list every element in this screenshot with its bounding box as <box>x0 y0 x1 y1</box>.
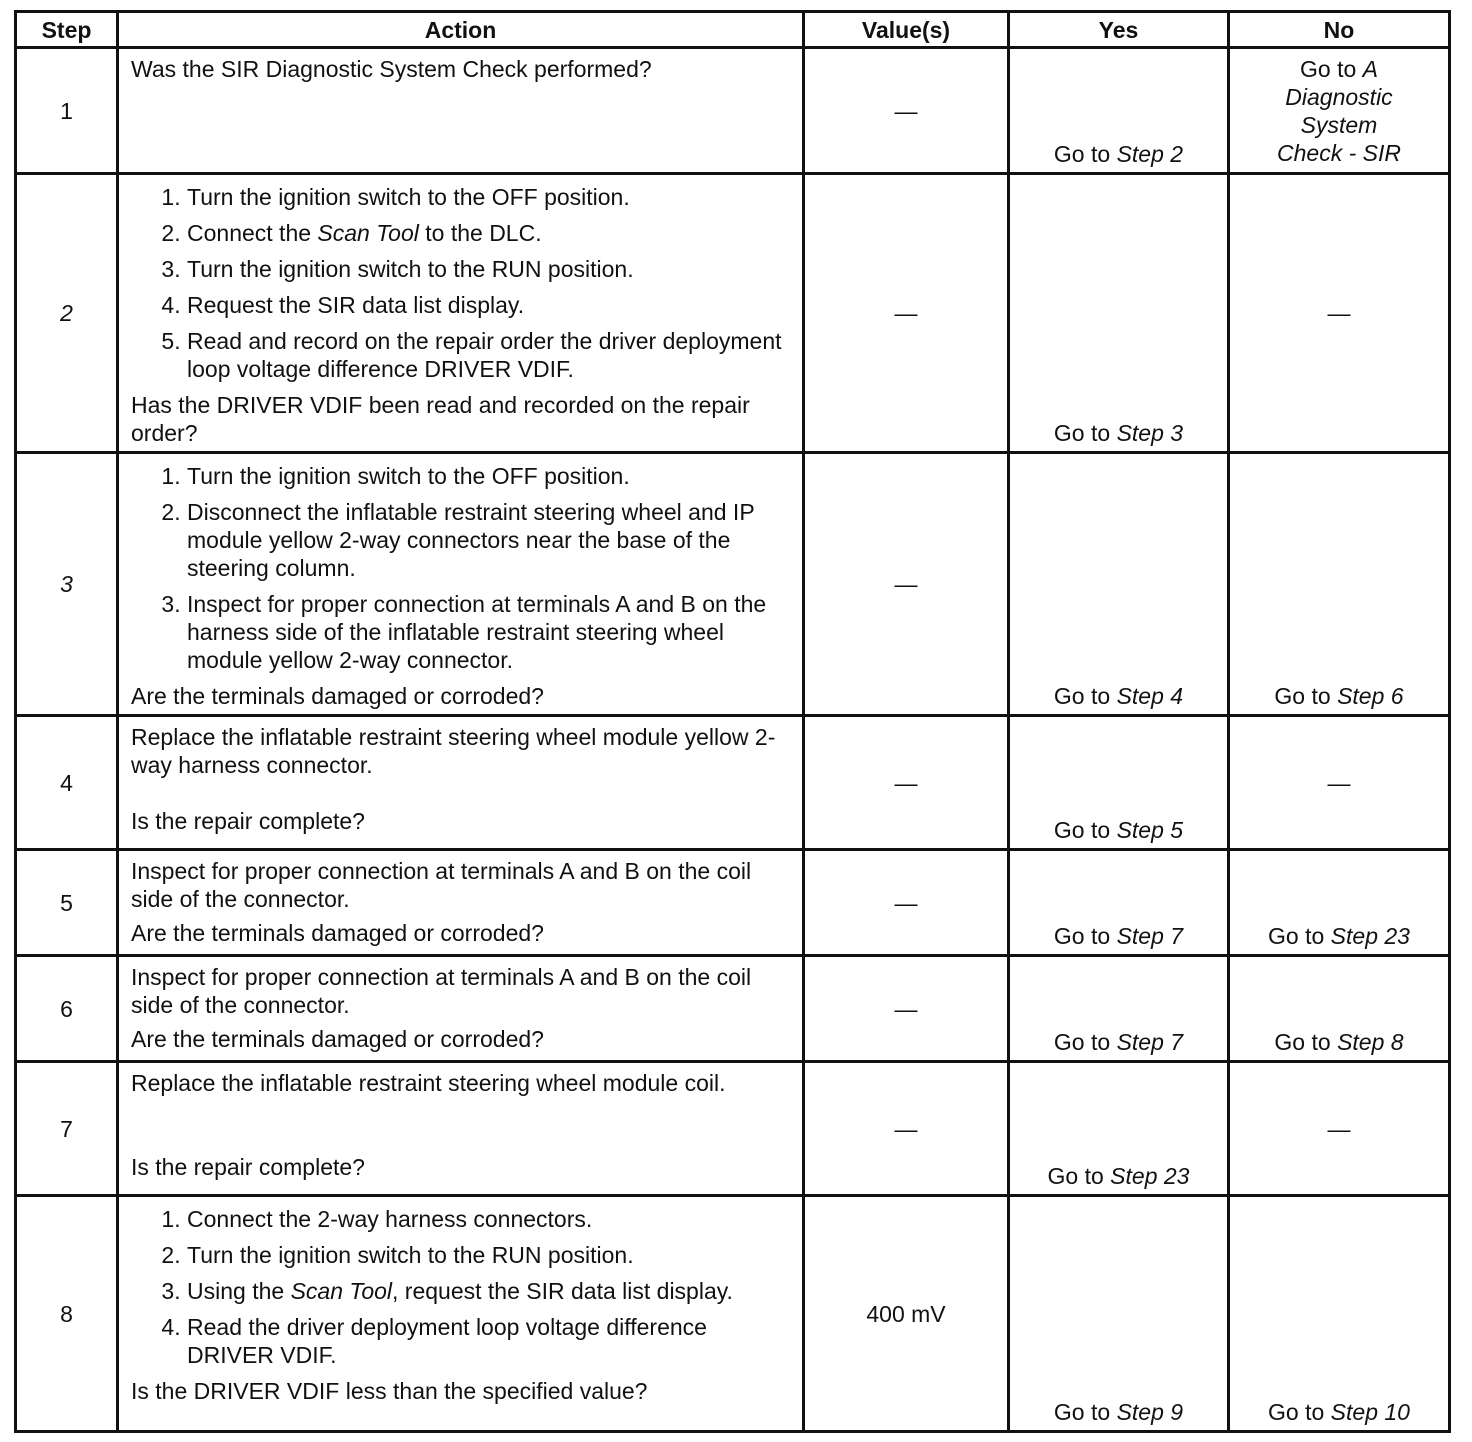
yes-cell: Go to Step 9 <box>1009 1196 1229 1432</box>
action-cell <box>118 956 804 1062</box>
yes-cell: Go to Step 7 <box>1009 956 1229 1062</box>
action-text: Replace the inflatable restraint steering wheel module yellow 2-way harness connector. <box>131 724 776 778</box>
yes-cell: Go to Step 3 <box>1009 174 1229 453</box>
action-question: Are the terminals damaged or corroded? <box>131 683 544 709</box>
step-number: 6 <box>16 956 118 1062</box>
header-action: Action <box>118 12 804 48</box>
action-question: Is the DRIVER VDIF less than the specified value? <box>131 1378 648 1404</box>
scan-tool-ref: Scan Tool <box>317 220 419 246</box>
yes-step-ref: Step 9 <box>1116 1399 1184 1425</box>
header-step: Step <box>16 12 118 48</box>
go-to-label: Go to <box>1053 141 1111 167</box>
header-yes: Yes <box>1009 12 1229 48</box>
no-step-ref: Step 6 <box>1337 683 1404 709</box>
value-cell: — <box>804 956 1009 1062</box>
action-question: Is the repair complete? <box>131 1154 365 1180</box>
action-cell <box>118 850 804 956</box>
no-cell: Go to Step 10 <box>1229 1196 1450 1432</box>
yes-step-ref: Step 23 <box>1110 1163 1190 1189</box>
no-ref-line-1: A <box>1362 56 1378 82</box>
action-item-3: 3. Inspect for proper connection at terminals A and B on the harness side of the inflatable restraint steering wheel module yellow 2-way connector. <box>187 590 792 674</box>
action-question: Has the DRIVER VDIF been read and recorded on the repair order? <box>131 392 750 446</box>
action-text: Inspect for proper connection at terminals A and B on the coil side of the connector. <box>131 858 752 912</box>
no-ref-line-2: Diagnostic <box>1285 84 1393 110</box>
yes-step-ref: Step 4 <box>1116 683 1184 709</box>
value-cell: — <box>804 850 1009 956</box>
action-item-2: 2. Turn the ignition switch to the RUN position. <box>187 1241 792 1269</box>
step-number: 5 <box>16 850 118 956</box>
step-number: 1 <box>16 48 118 174</box>
no-cell: — <box>1229 716 1450 850</box>
step-number: 7 <box>16 1062 118 1196</box>
table-row-step-4 <box>16 716 1450 850</box>
value-cell: — <box>804 48 1009 174</box>
action-question: Are the terminals damaged or corroded? <box>131 1026 544 1052</box>
action-text: Was the SIR Diagnostic System Check performed? <box>131 56 652 82</box>
yes-step-ref: Step 3 <box>1116 420 1184 446</box>
step-number: 4 <box>16 716 118 850</box>
no-step-ref: Step 10 <box>1330 1399 1410 1425</box>
no-cell: Go to Step 23 <box>1229 850 1450 956</box>
action-cell <box>118 174 804 453</box>
no-cell: Go to Step 8 <box>1229 956 1450 1062</box>
action-question: Is the repair complete? <box>131 808 365 834</box>
yes-step-ref: Step 5 <box>1116 817 1184 843</box>
action-item-4: 4. Read the driver deployment loop voltage difference DRIVER VDIF. <box>187 1313 792 1369</box>
no-cell: — <box>1229 1062 1450 1196</box>
table-row-step-2 <box>16 174 1450 453</box>
action-item-3: 3. Turn the ignition switch to the RUN position. <box>187 255 792 283</box>
table-row-step-6 <box>16 956 1450 1062</box>
header-row <box>16 12 1450 48</box>
action-text: Replace the inflatable restraint steering wheel module coil. <box>131 1070 726 1096</box>
yes-cell: Go to Step 5 <box>1009 716 1229 850</box>
yes-cell: Go to Step 23 <box>1009 1062 1229 1196</box>
no-step-ref: Step 8 <box>1337 1029 1404 1055</box>
yes-step-ref: Step 7 <box>1116 1029 1184 1055</box>
table-row-step-8 <box>16 1196 1450 1432</box>
action-cell <box>118 716 804 850</box>
action-question: Are the terminals damaged or corroded? <box>131 920 544 946</box>
action-cell <box>118 453 804 716</box>
step-number: 3 <box>16 453 118 716</box>
no-ref-line-3: System <box>1300 112 1378 138</box>
action-cell <box>118 1062 804 1196</box>
table-row-step-7 <box>16 1062 1450 1196</box>
action-item-2: 2. Disconnect the inflatable restraint steering wheel and IP module yellow 2-way connectors near the base of the steering column. <box>187 498 792 582</box>
yes-cell: Go to Step 7 <box>1009 850 1229 956</box>
yes-cell: Go to Step 4 <box>1009 453 1229 716</box>
header-no: No <box>1229 12 1450 48</box>
action-item-2: 2. Connect the Scan Tool to the DLC. <box>187 219 792 247</box>
step-number: 2 <box>16 174 118 453</box>
action-text: Inspect for proper connection at terminals A and B on the coil side of the connector. <box>131 964 752 1018</box>
value-cell: — <box>804 453 1009 716</box>
action-item-1: 1. Turn the ignition switch to the OFF position. <box>187 183 792 211</box>
action-cell <box>118 48 804 174</box>
scan-tool-ref: Scan Tool <box>290 1278 393 1304</box>
table-row-step-5 <box>16 850 1450 956</box>
step-number: 8 <box>16 1196 118 1432</box>
diagnostic-table <box>14 10 1451 1433</box>
table-row-step-1 <box>16 48 1450 174</box>
value-cell: 400 mV <box>804 1196 1009 1432</box>
action-item-5: 5. Read and record on the repair order the driver deployment loop voltage difference DRIVER VDIF. <box>187 327 792 383</box>
action-item-1: 1. Connect the 2-way harness connectors. <box>187 1205 792 1233</box>
no-ref-line-4: Check - SIR <box>1277 140 1401 166</box>
header-values: Value(s) <box>804 12 1009 48</box>
yes-cell <box>1009 48 1229 174</box>
yes-step-ref: Step 2 <box>1116 141 1184 167</box>
yes-step-ref: Step 7 <box>1116 923 1184 949</box>
no-cell: — <box>1229 174 1450 453</box>
action-cell <box>118 1196 804 1432</box>
no-cell: Go to Step 6 <box>1229 453 1450 716</box>
value-cell: — <box>804 174 1009 453</box>
action-item-3: 3. Using the Scan Tool, request the SIR data list display. <box>187 1277 792 1305</box>
table-row-step-3 <box>16 453 1450 716</box>
action-item-1: 1. Turn the ignition switch to the OFF position. <box>187 462 792 490</box>
no-go-to-label: Go to <box>1300 56 1357 82</box>
value-cell: — <box>804 716 1009 850</box>
no-cell <box>1229 48 1450 174</box>
no-step-ref: Step 23 <box>1330 923 1410 949</box>
value-cell: — <box>804 1062 1009 1196</box>
action-item-4: 4. Request the SIR data list display. <box>187 291 792 319</box>
